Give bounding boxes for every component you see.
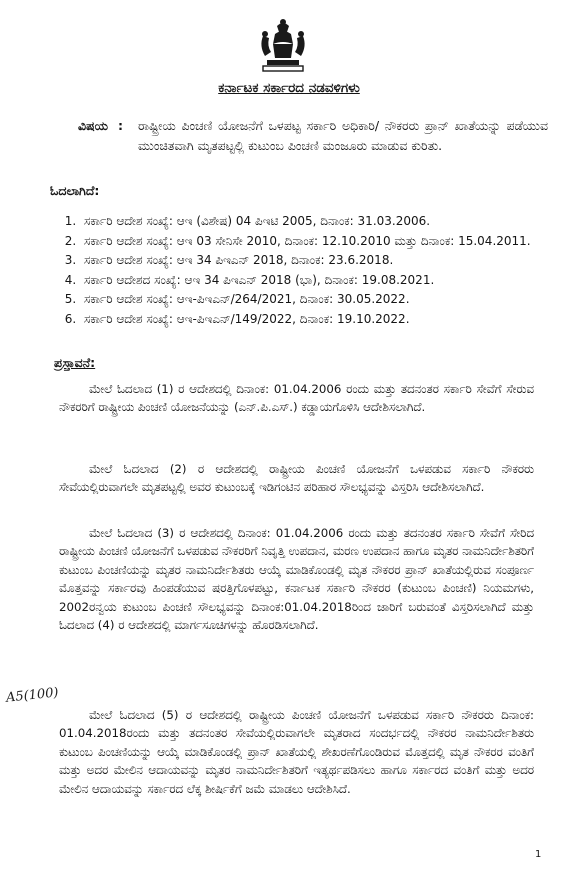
reference-item: 4. ಸರ್ಕಾರಿ ಆದೇಶದ ಸಂಖ್ಯೆ: ಆಇ 34 ಪಿಇಎನ್ 2018 (ಭಾ), ದಿನಾಂಕ: 19.08.2021. [80, 271, 535, 291]
reference-list [60, 212, 535, 329]
page-number: 1 [535, 849, 542, 860]
preamble-paragraph-3: ಮೇಲೆ ಓದಲಾದ (3) ರ ಆದೇಶದಲ್ಲಿ ದಿನಾಂಕ: 01.04.2006 ರಂದು ಮತ್ತು ತದನಂತರ ಸರ್ಕಾರಿ ಸೇವೆಗೆ ಸೇರಿದ ರಾಷ್ಟ್ರೀಯ ಪಿಂಚಣಿ ಯೋಜನೆಗೆ ಒಳಪಡುವ ನೌಕರರಿಗೆ ನಿವೃತ್ತಿ ಉಪದಾನ, ಮರಣ ಉಪದಾನ ಹಾಗೂ ಮೃತರ ನಾಮನಿರ್ದೇಶಿತರಿಗೆ ಕುಟುಂಬ ಪಿಂಚಣಿಯನ್ನು ಮೃತರ ನಾಮನಿರ್ದೇಶಿತರು ಆಯ್ಕೆ ಮಾಡಿಕೊಂಡಲ್ಲಿ ಮೃತ ನೌಕರರ ಪ್ರಾನ್ ಖಾತೆಯಲ್ಲಿರುವ ಸಂಪೂರ್ಣ ಮೊತ್ತವನ್ನು ಸರ್ಕಾರವು ಹಿಂಪಡೆಯುವ ಷರತ್ತಿಗೊಳಪಟ್ಟು, ಕರ್ನಾಟಕ ಸರ್ಕಾರಿ ನೌಕರರ (ಕುಟುಂಬ ಪಿಂಚಣಿ) ನಿಯಮಗಳು, 2002ರನ್ವಯ ಕುಟುಂಬ ಪಿಂಚಣಿ ಸೌಲಭ್ಯವನ್ನು ದಿನಾಂಕ:01.04.2018ರಿಂದ ಜಾರಿಗೆ ಬರುವಂತೆ ವಿಸ್ತರಿಸಲಾಗಿದೆ ಮತ್ತು ಓದಲಾದ (4) ರ ಆದೇಶದಲ್ಲಿ ಮಾರ್ಗಸೂಚಿಗಳನ್ನು ಹೊರಡಿಸಲಾಗಿದೆ. [59, 526, 534, 633]
emblem-icon [253, 16, 313, 74]
preamble-heading: ಪ್ರಸ್ತಾವನೆ: [54, 355, 96, 370]
subject-block [78, 116, 548, 156]
state-emblem [253, 16, 313, 74]
subject-label: ವಿಷಯ [78, 118, 108, 133]
preamble-paragraph-4: ಮೇಲೆ ಓದಲಾದ (5) ರ ಆದೇಶದಲ್ಲಿ ರಾಷ್ಟ್ರೀಯ ಪಿಂಚಣಿ ಯೋಜನೆಗೆ ಒಳಪಡುವ ಸರ್ಕಾರಿ ನೌಕರರು ದಿನಾಂಕ: 01.04.2018ರಂದು ಮತ್ತು ತದನಂತರ ಸೇವೆಯಲ್ಲಿರುವಾಗಲೇ ಮೃತರಾದ ಸಂದರ್ಭದಲ್ಲಿ ನೌಕರರ ನಾಮನಿರ್ದೇಶಿತರು ಕುಟುಂಬ ಪಿಂಚಣಿಯನ್ನು ಆಯ್ಕೆ ಮಾಡಿಕೊಂಡಲ್ಲಿ ಪ್ರಾನ್ ಖಾತೆಯಲ್ಲಿ ಶೇಖರಣೆಗೊಂಡಿರುವ ಮೊತ್ತದಲ್ಲಿ ಮೃತ ನೌಕರರ ವಂತಿಗೆ ಮತ್ತು ಅದರ ಮೇಲಿನ ಆದಾಯವನ್ನು ಮೃತರ ನಾಮನಿರ್ದೇಶಿತರಿಗೆ ಇತ್ಯರ್ಥಪಡಿಸಲು ಹಾಗೂ ಸರ್ಕಾರದ ವಂತಿಗೆ ಮತ್ತು ಅದರ ಮೇಲಿನ ಆದಾಯವನ್ನು ಸರ್ಕಾರದ ಲೆಕ್ಕ ಶೀರ್ಷಿಕೆಗೆ ಜಮೆ ಮಾಡಲು ಆದೇಶಿಸಿದೆ. [59, 708, 534, 796]
handwritten-margin-note: A5(100) [5, 685, 60, 706]
reference-item: 1. ಸರ್ಕಾರಿ ಆದೇಶ ಸಂಖ್ಯೆ: ಆಇ (ವಿಶೇಷ) 04 ಪಿಇಟಿ 2005, ದಿನಾಂಕ: 31.03.2006. [80, 212, 535, 232]
preamble-paragraph-1: ಮೇಲೆ ಓದಲಾದ (1) ರ ಆದೇಶದಲ್ಲಿ ದಿನಾಂಕ: 01.04.2006 ರಂದು ಮತ್ತು ತದನಂತರ ಸರ್ಕಾರಿ ಸೇವೆಗೆ ಸೇರುವ ನೌಕರರಿಗೆ ರಾಷ್ಟ್ರೀಯ ಪಿಂಚಣಿ ಯೋಜನೆಯನ್ನು (ಎನ್.ಪಿ.ಎಸ್.) ಕಡ್ಡಾಯಗೊಳಿಸಿ ಆದೇಶಿಸಲಾಗಿದೆ. [59, 382, 534, 415]
subject-colon: : [118, 118, 123, 133]
document-title: ಕರ್ನಾಟಕ ಸರ್ಕಾರದ ನಡವಳಿಗಳು [218, 80, 360, 96]
reference-item: 2. ಸರ್ಕಾರಿ ಆದೇಶ ಸಂಖ್ಯೆ: ಆಇ 03 ಸೇನಿಸೇ 2010, ದಿನಾಂಕ: 12.10.2010 ಮತ್ತು ದಿನಾಂಕ: 15.04.2011. [80, 232, 535, 252]
preamble-paragraph-2: ಮೇಲೆ ಓದಲಾದ (2) ರ ಆದೇಶದಲ್ಲಿ ರಾಷ್ಟ್ರೀಯ ಪಿಂಚಣಿ ಯೋಜನೆಗೆ ಒಳಪಡುವ ಸರ್ಕಾರಿ ನೌಕರರು ಸೇವೆಯಲ್ಲಿರುವಾಗಲೇ ಮೃತಪಟ್ಟಲ್ಲಿ ಅವರ ಕುಟುಂಬಕ್ಕೆ ಇಡಿಗಂಟಿನ ಪರಿಹಾರ ಸೌಲಭ್ಯವನ್ನು ವಿಸ್ತರಿಸಿ ಆದೇಶಿಸಲಾಗಿದೆ. [59, 462, 534, 495]
read-heading: ಓದಲಾಗಿದೆ: [50, 183, 100, 198]
subject-text: ರಾಷ್ಟ್ರೀಯ ಪಿಂಚಣಿ ಯೋಜನೆಗೆ ಒಳಪಟ್ಟ ಸರ್ಕಾರಿ ಅಧಿಕಾರಿ/ ನೌಕರರು ಪ್ರಾನ್ ಖಾತೆಯನ್ನು ಪಡೆಯುವ ಮುಂಚಿತವಾಗಿ ಮೃತಪಟ್ಟಲ್ಲಿ ಕುಟುಂಬ ಪಿಂಚಣಿ ಮಂಜೂರು ಮಾಡುವ ಕುರಿತು. [138, 118, 548, 153]
reference-item: 5. ಸರ್ಕಾರಿ ಆದೇಶ ಸಂಖ್ಯೆ: ಆಇ-ಪಿಇಎನ್/264/2021, ದಿನಾಂಕ: 30.05.2022. [80, 290, 535, 310]
reference-item: 6. ಸರ್ಕಾರಿ ಆದೇಶ ಸಂಖ್ಯೆ: ಆಇ-ಪಿಇಎನ್/149/2022, ದಿನಾಂಕ: 19.10.2022. [80, 310, 535, 330]
reference-item: 3. ಸರ್ಕಾರಿ ಆದೇಶ ಸಂಖ್ಯೆ: ಆಇ 34 ಪಿಇಎನ್ 2018, ದಿನಾಂಕ: 23.6.2018. [80, 251, 535, 271]
